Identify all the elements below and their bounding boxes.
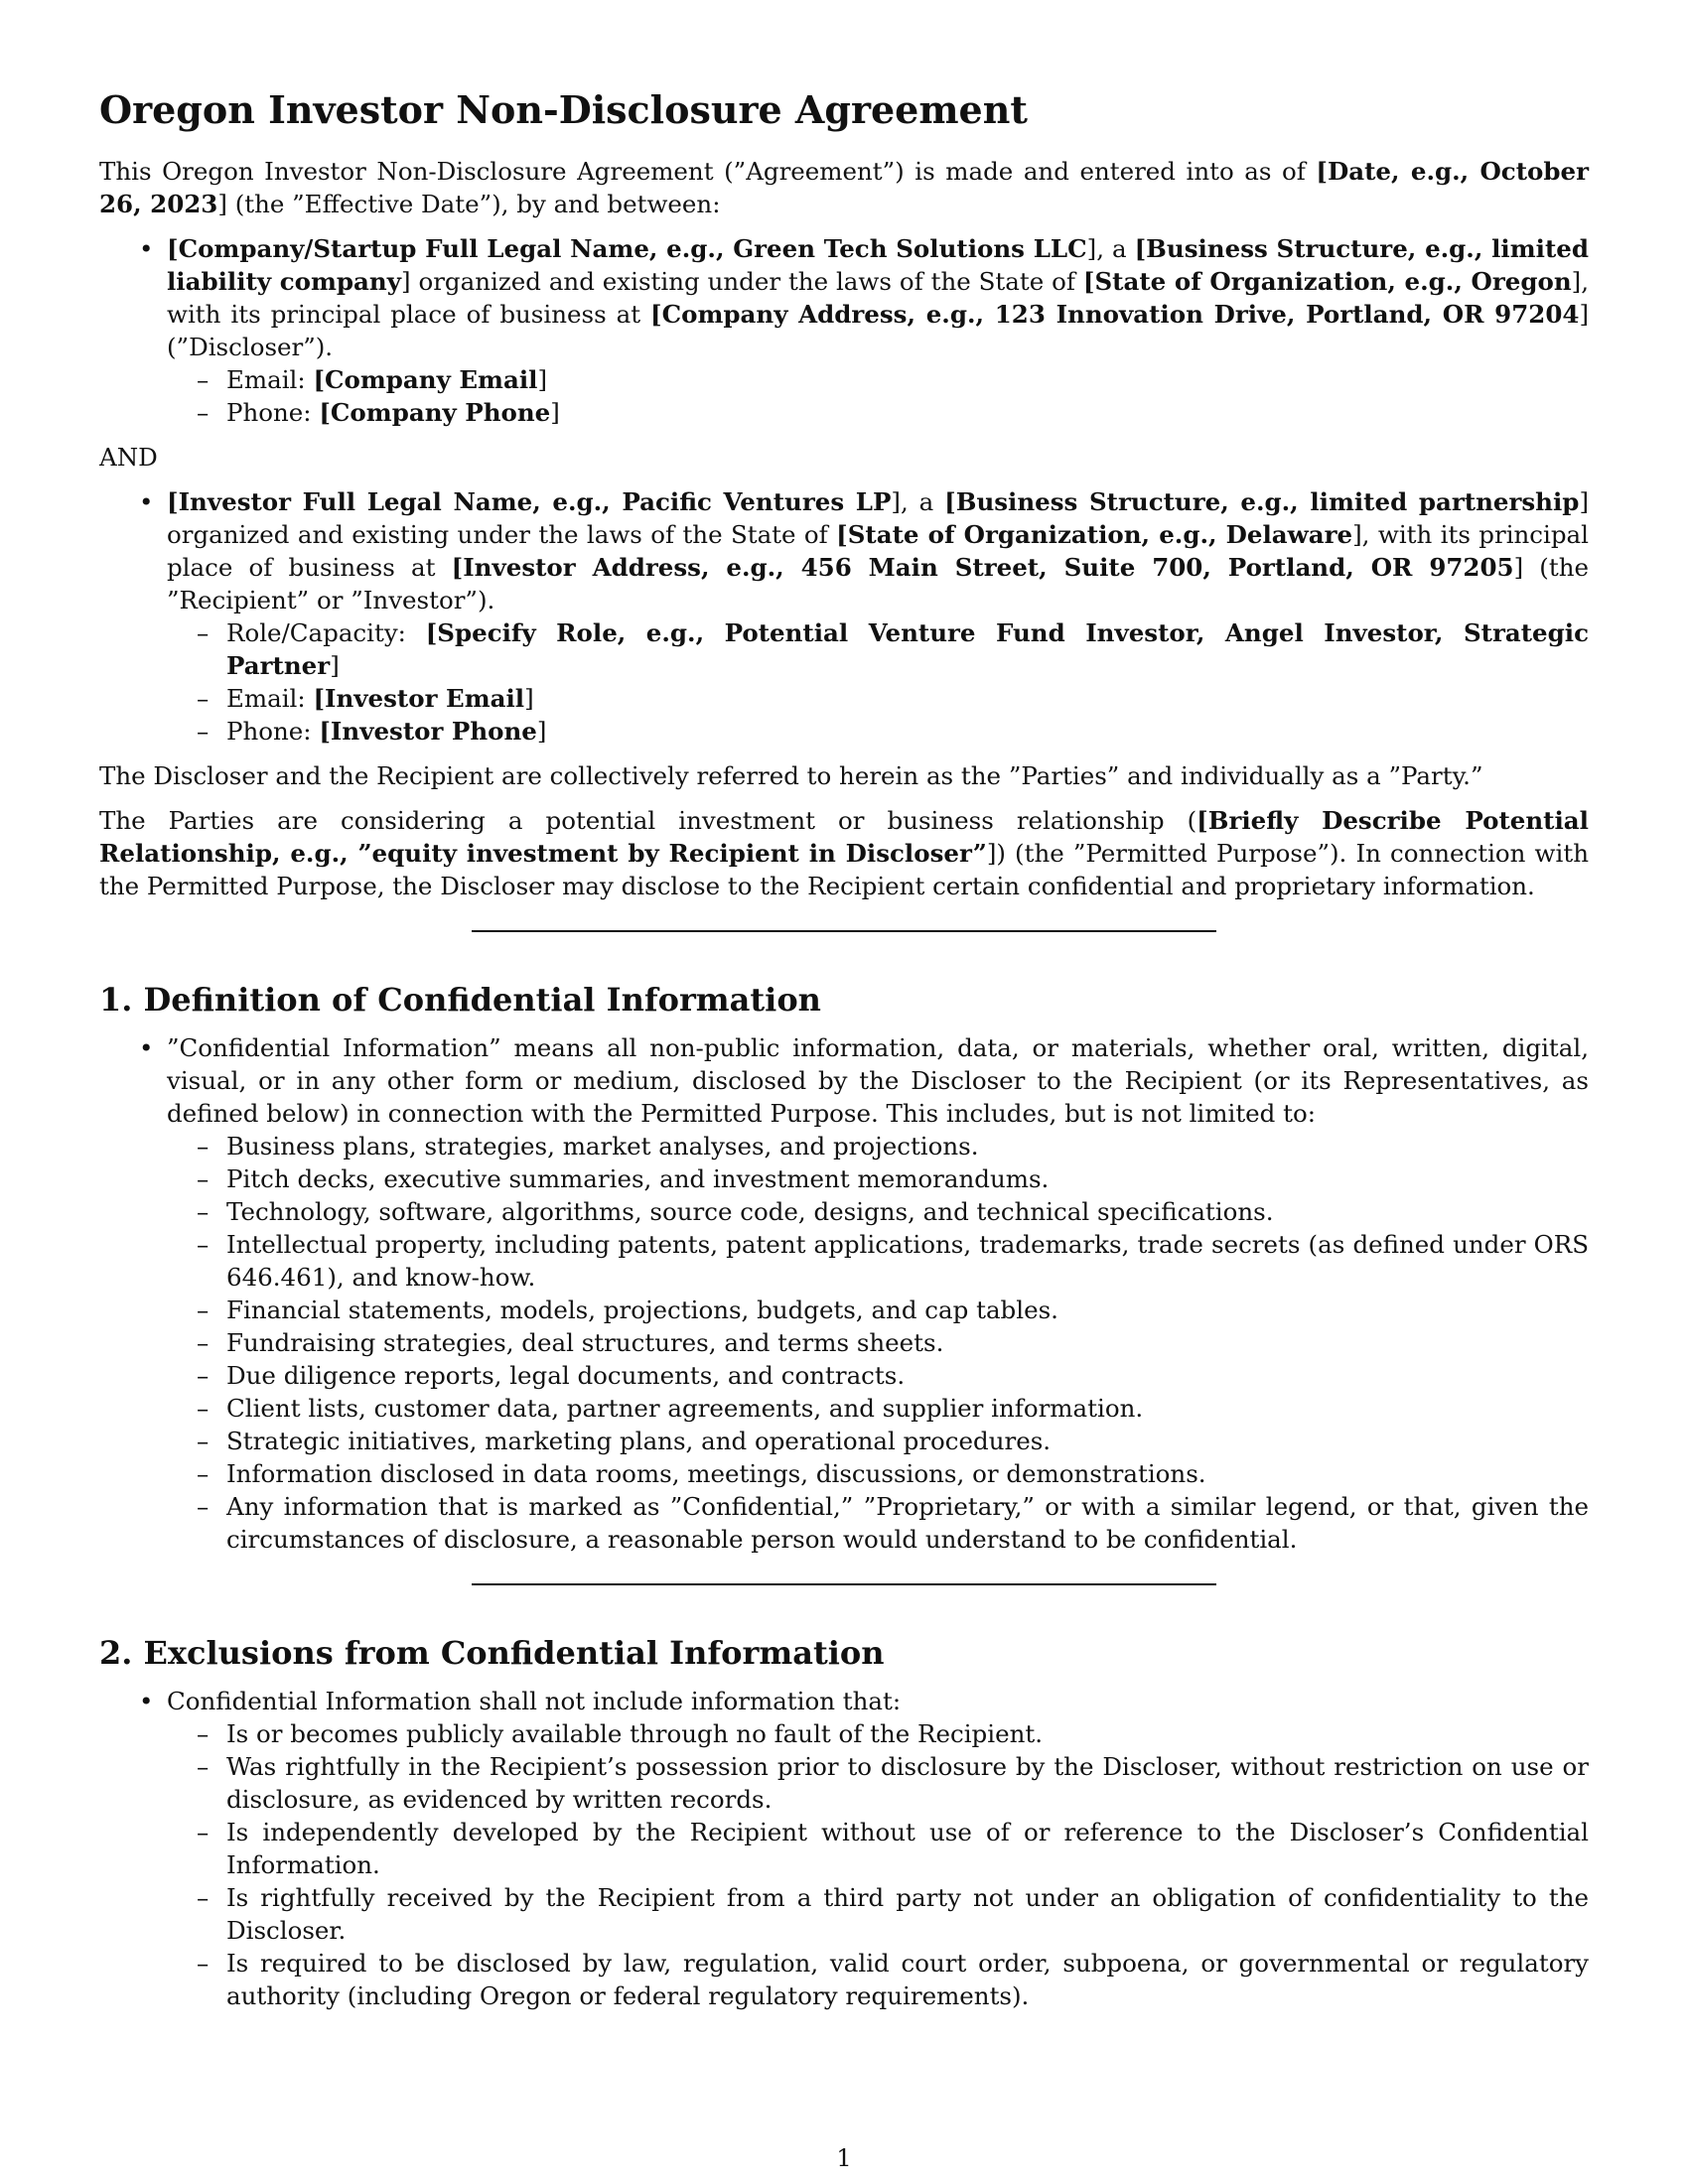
discloser-contact-list [167,363,1589,429]
bracket: ] [550,398,560,427]
recipient-address-placeholder: [Investor Address, e.g., 456 Main Street, Suite 700, Portland, OR 97205 [451,553,1514,582]
intro-date-placeholder: [Date, e.g., October 26, 2023 [99,157,1590,218]
section-2-list [99,1685,1589,2012]
section-1-list [99,1031,1589,1556]
purpose-text: ]) (the ”Permitted Purpose”). In connection with the Permitted Purpose, the Discloser may disclose to the Recipient certain confidential and proprietary information. [99,839,1589,900]
section-2-sublist [167,1717,1589,2012]
intro-text-1: This Oregon Investor Non-Disclosure Agreement (”Agreement”) is made and entered into as of [99,157,1317,186]
list-item: – Client lists, customer data, partner agreements, and supplier information. [226,1392,1589,1425]
discloser-state-placeholder: [State of Organization, e.g., Oregon [1082,267,1572,296]
email-placeholder: [Company Email [313,365,538,394]
list-item: – Due diligence reports, legal documents, and contracts. [226,1359,1589,1392]
list-item: – Pitch decks, executive summaries, and investment memorandums. [226,1162,1589,1195]
phone-placeholder: [Investor Phone [319,717,537,746]
list-item: – Information disclosed in data rooms, meetings, discussions, or demonstrations. [226,1457,1589,1490]
list-item: – Business plans, strategies, market analyses, and projections. [226,1130,1589,1162]
list-item: – Is or becomes publicly available through no fault of the Recipient. [226,1717,1589,1750]
and-separator: AND [99,443,158,472]
recipient-contact-list [167,616,1589,748]
section-2-heading: 2. Exclusions from Confidential Information [99,1634,885,1672]
phone-label: Phone: [226,717,320,746]
discloser-list [99,232,1589,429]
page-number: 1 [836,2144,852,2172]
discloser-email [226,363,1589,396]
bracket: ] [537,365,548,394]
section-1-heading: 1. Definition of Confidential Information [99,981,821,1019]
email-placeholder: [Investor Email [313,684,525,713]
document-title: Oregon Investor Non-Disclosure Agreement [99,87,1028,132]
email-label: Email: [226,365,314,394]
recipient-text: ], with its principal place of business at [167,520,1589,582]
purpose-text: The Parties are considering a potential investment or business relationship ( [99,806,1197,835]
list-item: – Strategic initiatives, marketing plans, and operational procedures. [226,1425,1589,1457]
role-placeholder: [Specify Role, e.g., Potential Venture Fund Investor, Angel Investor, Strategic Partner [226,618,1589,680]
recipient-state-placeholder: [State of Organization, e.g., Delaware [836,520,1353,549]
recipient-list [99,485,1589,748]
discloser-text: ] (”Discloser”). [167,300,1589,361]
parties-paragraph: The Discloser and the Recipient are collectively referred to herein as the ”Parties” and individually as a ”Party.” [99,761,1483,790]
recipient-text: ] (the ”Recipient” or ”Investor”). [167,553,1589,614]
purpose-placeholder: [Briefly Describe Potential Relationship, e.g., ”equity investment by Recipient in Discloser” [99,806,1589,868]
purpose-paragraph [99,804,1589,902]
recipient-text: ], a [891,487,945,516]
discloser-phone [226,396,1589,429]
list-item: – Intellectual property, including patents, patent applications, trademarks, trade secrets (as defined under ORS 646.461), and know-how. [226,1228,1589,1294]
recipient-phone [226,715,1589,748]
bracket: ] [330,651,340,680]
recipient-name-placeholder: [Investor Full Legal Name, e.g., Pacific Ventures LP [167,487,892,516]
recipient-item [167,485,1589,748]
section-1-lead: ”Confidential Information” means all non-public information, data, or materials, whether oral, written, digital, visual, or in any other form or medium, disclosed by the Discloser to the Recipient (or its Representatives, as defined below) in connection with the Permitted Purpose. This includes, but is not limited to: [167,1033,1589,1128]
list-item: – Is rightfully received by the Recipient from a third party not under an obligation of confidentiality to the Discloser. [226,1881,1589,1947]
list-item: – Is independently developed by the Recipient without use of or reference to the Discloser’s Confidential Information. [226,1816,1589,1881]
section-divider [472,1583,1216,1585]
discloser-text: ] organized and existing under the laws of the State of [400,267,1083,296]
section-2-item [167,1685,1589,2012]
section-divider [472,930,1216,932]
bracket: ] [524,684,534,713]
recipient-role [226,616,1589,682]
discloser-text: ], a [1086,234,1135,263]
discloser-text: ], with its principal place of business at [167,267,1589,329]
recipient-text: ] organized and existing under the laws of the State of [167,487,1589,549]
role-label: Role/Capacity: [226,618,426,647]
discloser-name-placeholder: [Company/Startup Full Legal Name, e.g., Green Tech Solutions LLC [167,234,1087,263]
phone-placeholder: [Company Phone [319,398,551,427]
recipient-email [226,682,1589,715]
list-item: – Technology, software, algorithms, source code, designs, and technical specifications. [226,1195,1589,1228]
bracket: ] [536,717,547,746]
list-item: – Any information that is marked as ”Confidential,” ”Proprietary,” or with a similar legend, or that, given the circumstances of disclosure, a reasonable person would understand to be confidential. [226,1490,1589,1556]
list-item: – Fundraising strategies, deal structures, and terms sheets. [226,1326,1589,1359]
list-item: – Was rightfully in the Recipient’s possession prior to disclosure by the Discloser, without restriction on use or disclosure, as evidenced by written records. [226,1750,1589,1816]
document-page [99,87,1589,2024]
section-1-item [167,1031,1589,1556]
section-1-sublist [167,1130,1589,1556]
discloser-address-placeholder: [Company Address, e.g., 123 Innovation Drive, Portland, OR 97204 [650,300,1580,329]
email-label: Email: [226,684,314,713]
phone-label: Phone: [226,398,320,427]
list-item: – Is required to be disclosed by law, regulation, valid court order, subpoena, or governmental or regulatory authority (including Oregon or federal regulatory requirements). [226,1947,1589,2012]
list-item: – Financial statements, models, projections, budgets, and cap tables. [226,1294,1589,1326]
recipient-structure-placeholder: [Business Structure, e.g., limited partnership [944,487,1580,516]
discloser-structure-placeholder: [Business Structure, e.g., limited liability company [167,234,1589,296]
discloser-item [167,232,1589,429]
section-2-lead: Confidential Information shall not include information that: [167,1687,902,1715]
intro-text-2: ] (the ”Effective Date”), by and between: [217,190,721,218]
intro-paragraph [99,155,1589,220]
